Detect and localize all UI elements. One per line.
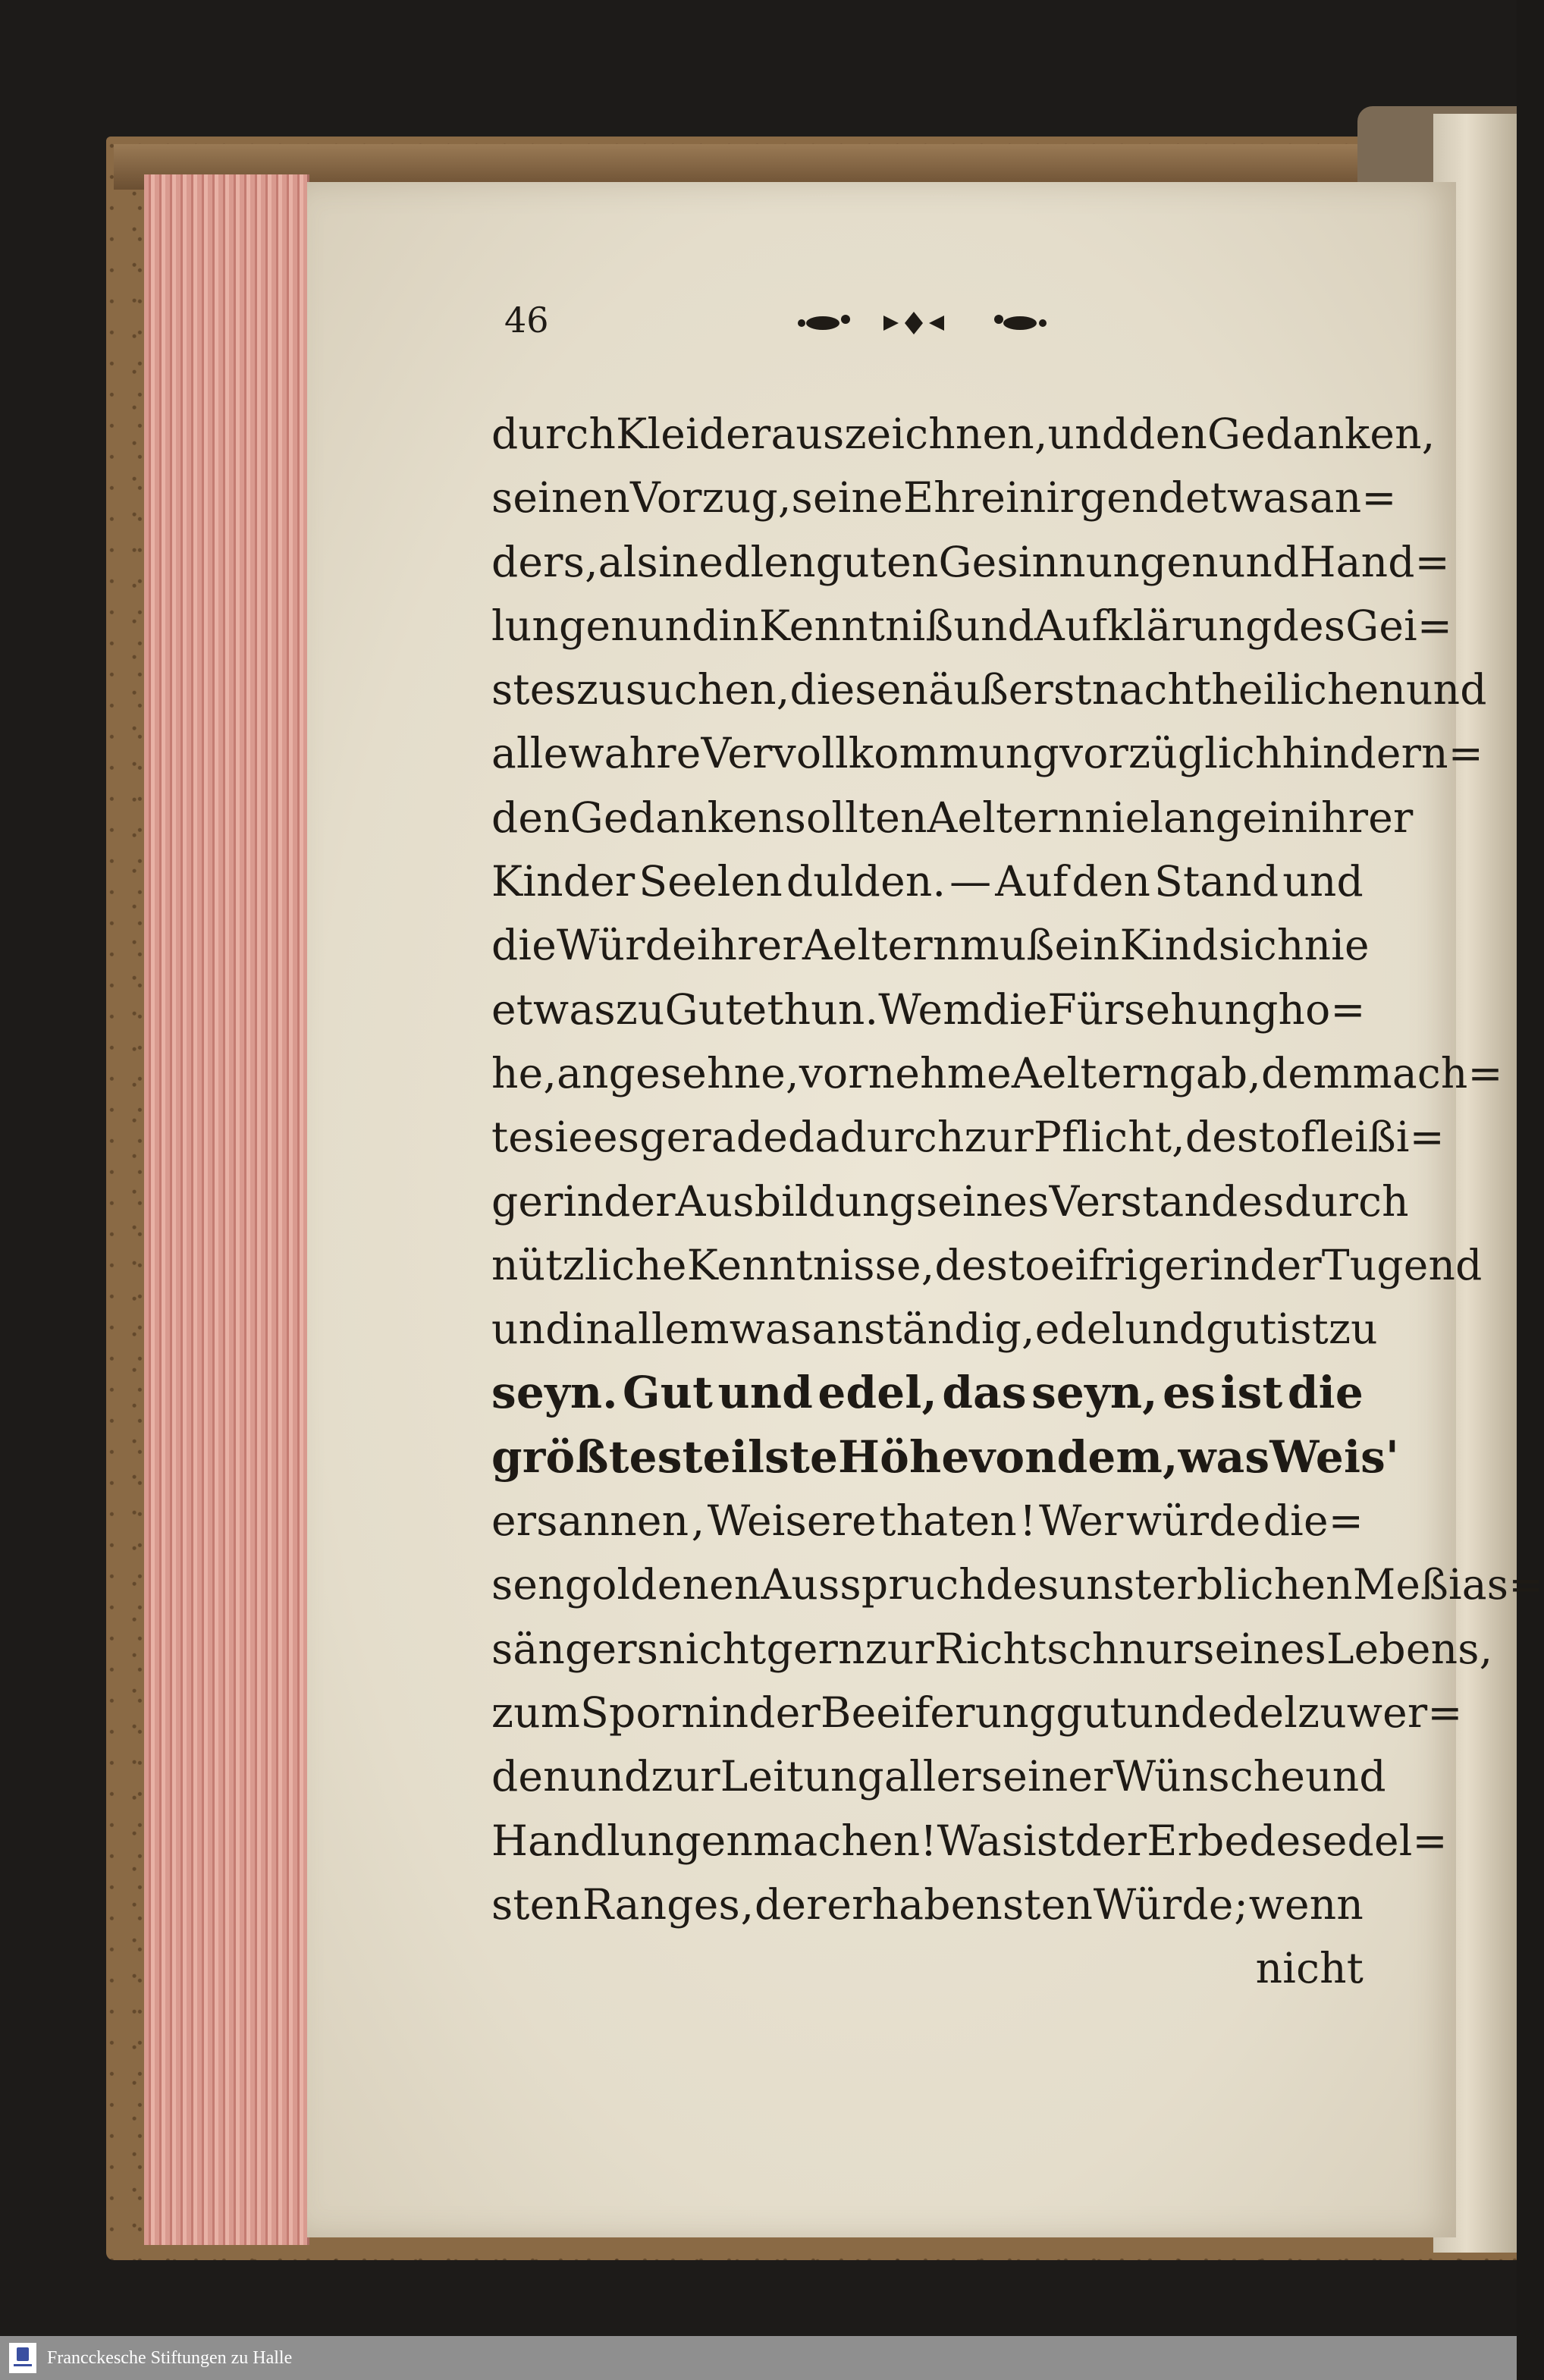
word: , [1034, 410, 1048, 458]
word: die [1287, 1367, 1364, 1419]
word: der [754, 1879, 827, 1929]
word: gerade [639, 1113, 789, 1162]
ornament-icon [792, 304, 1065, 342]
word: Wer [1038, 1496, 1124, 1546]
word: der [748, 1688, 821, 1737]
word: unsterblichen [1059, 1560, 1353, 1609]
word: größte [491, 1430, 657, 1483]
word: thaten [879, 1496, 1017, 1546]
word: edlen [698, 537, 816, 586]
word: des [986, 1560, 1059, 1609]
word: nie [1304, 921, 1370, 970]
word: und [1218, 537, 1300, 586]
word: gut [1056, 1688, 1127, 1737]
word: Auf [995, 857, 1069, 906]
word: an= [1309, 473, 1397, 523]
text-line [491, 1170, 1409, 1233]
word: den [1128, 410, 1207, 458]
text-line [491, 530, 1450, 594]
catchword: nicht [1255, 1944, 1364, 1993]
word: seiner [981, 1752, 1113, 1801]
word: und [717, 1367, 813, 1419]
word: seines [915, 1176, 1050, 1226]
word: zum [491, 1688, 581, 1737]
word: desto [1185, 1113, 1301, 1162]
word: des [1249, 1816, 1323, 1865]
word: ihrer [696, 921, 802, 970]
word: seyn. [491, 1367, 618, 1419]
word: Tugend [1321, 1240, 1483, 1289]
word: Handlungen [491, 1816, 753, 1865]
word: ! [1019, 1496, 1037, 1546]
word: Kenntnisse, [686, 1240, 935, 1289]
word: ; [1234, 1879, 1248, 1929]
word: edel, [818, 1367, 937, 1419]
word: Vervollkommung [701, 729, 1059, 778]
word: zu [615, 984, 665, 1034]
word: durch [1284, 1176, 1409, 1226]
word: seinen [491, 473, 630, 523]
word: äußerst [928, 665, 1092, 714]
word: Kind [1119, 921, 1219, 970]
word: gab, [1169, 1048, 1261, 1097]
word: erhabensten [827, 1879, 1094, 1929]
word: zu [576, 665, 626, 714]
word: eifriger [1050, 1240, 1210, 1289]
word: nie [1084, 793, 1150, 842]
word: in [572, 1305, 614, 1354]
footer-credit: Francckesche Stiftungen zu Halle [47, 2347, 293, 2368]
word: in [708, 1688, 749, 1737]
word: ist [1023, 1816, 1075, 1865]
word: aller [883, 1752, 981, 1801]
institution-logo-icon [9, 2343, 36, 2373]
word: angesehne, [557, 1048, 799, 1097]
word: desto [934, 1240, 1050, 1289]
word: sich [1218, 921, 1304, 970]
word: in [1266, 793, 1308, 842]
text-line [491, 594, 1453, 658]
word: , [777, 473, 792, 523]
text-line [491, 1873, 1364, 1936]
word: Lebens, [1326, 1624, 1493, 1673]
word: irgend [1046, 473, 1185, 523]
word: sie [533, 1113, 594, 1162]
word: Was [937, 1816, 1024, 1865]
text-line [491, 1361, 1364, 1424]
word: würde [1125, 1496, 1261, 1546]
word: es [1163, 1367, 1216, 1419]
footer-bar [0, 2336, 1517, 2380]
word: ein [1054, 921, 1120, 970]
word: Gedanken [570, 793, 785, 842]
word: zu [1298, 1688, 1347, 1737]
word: und [953, 601, 1035, 650]
word: wahre [568, 729, 701, 778]
word: Erbe [1147, 1816, 1250, 1865]
text-line [491, 1425, 1399, 1489]
word: ersannen [491, 1496, 689, 1546]
word: edel [1034, 1305, 1125, 1354]
text-line [491, 1681, 1463, 1744]
word: den [491, 793, 570, 842]
word: nachtheilichen [1091, 665, 1407, 714]
word: auszeichnen [770, 410, 1034, 458]
word: Aeltern [802, 921, 960, 970]
page-edges [144, 174, 309, 2245]
word: — [949, 857, 992, 906]
catchword-line [491, 1936, 1364, 2000]
word: in [1209, 1240, 1251, 1289]
word: etwas [491, 984, 616, 1034]
word: dem [1260, 1048, 1353, 1097]
word: gern [766, 1624, 865, 1673]
text-line [491, 402, 1436, 466]
text-line [491, 1809, 1448, 1873]
word: alle [491, 729, 569, 778]
word: Gut [623, 1367, 714, 1419]
word: dulden. [786, 857, 946, 906]
word: wenn [1248, 1879, 1364, 1929]
word: seines [1193, 1624, 1326, 1673]
word: Kenntniß [758, 601, 954, 650]
text-line [491, 978, 1364, 1041]
text-line [491, 786, 1414, 849]
text-line [491, 849, 1364, 913]
word: fleißi= [1301, 1113, 1445, 1162]
text-line [491, 1041, 1503, 1105]
text-line [491, 1233, 1483, 1297]
word: Sporn [580, 1688, 708, 1737]
word: nicht [658, 1624, 767, 1673]
word: Wünsche [1112, 1752, 1306, 1801]
word: Ehre [902, 473, 1006, 523]
word: zur [651, 1752, 720, 1801]
word: ihrer [1307, 793, 1414, 842]
word: des [1272, 601, 1346, 650]
word: den [491, 1752, 570, 1801]
word: anständig, [811, 1305, 1035, 1354]
body-text [491, 402, 1544, 2000]
word: der [1075, 1816, 1147, 1865]
word: zur [865, 1624, 935, 1673]
word: Gute [664, 984, 767, 1034]
word: vorzüglich [1059, 729, 1282, 778]
word: te [491, 1113, 534, 1162]
word: edel= [1322, 1816, 1448, 1865]
word: lange [1150, 793, 1267, 842]
text-line [491, 658, 1487, 721]
word: in [657, 537, 699, 586]
word: Kleider [616, 410, 771, 458]
word: guten [815, 537, 939, 586]
word: Ranges [582, 1879, 740, 1929]
word: Höhe [838, 1430, 970, 1483]
word: und [1305, 1752, 1386, 1801]
word: edel [1207, 1688, 1298, 1737]
word: von [969, 1430, 1057, 1483]
word: ist [1220, 1367, 1283, 1419]
word: Fürsehung [1047, 984, 1279, 1034]
word: die [982, 984, 1048, 1034]
text-line [491, 1105, 1445, 1169]
word: sten [491, 1879, 582, 1929]
word: und [1126, 1688, 1208, 1737]
word: mach= [1352, 1048, 1503, 1097]
word: dadurch [788, 1113, 965, 1162]
word: und [637, 601, 719, 650]
word: Vorzug [629, 473, 778, 523]
word: gut [1206, 1305, 1277, 1354]
word: hindern= [1282, 729, 1484, 778]
word: , [776, 665, 790, 714]
word: und [1406, 665, 1487, 714]
word: Verstandes [1049, 1176, 1285, 1226]
word: Aeltern [927, 793, 1085, 842]
text-line [491, 1617, 1493, 1681]
word: den [1072, 857, 1151, 906]
word: und [1125, 1305, 1207, 1354]
word: sen [491, 1560, 565, 1609]
word: ist [1276, 1305, 1329, 1354]
word: in [718, 601, 759, 650]
word: wer= [1346, 1688, 1463, 1737]
text-line [491, 1744, 1386, 1808]
word: zur [964, 1113, 1034, 1162]
word: goldenen [564, 1560, 761, 1609]
word: Würde [1093, 1879, 1234, 1929]
word: suchen [625, 665, 777, 714]
word: Hand= [1299, 537, 1450, 586]
word: Weisere [707, 1496, 877, 1546]
word: , [691, 1496, 705, 1546]
text-line [491, 1489, 1364, 1553]
word: ger [491, 1176, 563, 1226]
word: Ausspruch [761, 1560, 987, 1609]
word: Beeiferung [820, 1688, 1056, 1737]
word: es [593, 1113, 640, 1162]
word: Wem [878, 984, 983, 1034]
word: machen! [753, 1816, 937, 1865]
word: muß [959, 921, 1055, 970]
word: in [1006, 473, 1047, 523]
word: sängers [491, 1624, 659, 1673]
word: Gedanken, [1207, 410, 1436, 458]
page-number: 46 [504, 300, 549, 341]
word: dem, [1056, 1430, 1178, 1483]
word: Richtschnur [934, 1624, 1194, 1673]
word: als [598, 537, 658, 586]
word: ho= [1278, 984, 1366, 1034]
word: Würde [556, 921, 697, 970]
word: thun. [767, 984, 879, 1034]
word: diesen [789, 665, 929, 714]
word: lungen [491, 601, 638, 650]
word: der [604, 1176, 676, 1226]
word: und [491, 1305, 573, 1354]
word: Ausbildung [675, 1176, 916, 1226]
word: Leitung [720, 1752, 884, 1801]
word: Kinder [491, 857, 635, 906]
word: Stand [1154, 857, 1279, 906]
word: die= [1263, 1496, 1364, 1546]
word: Pflicht, [1033, 1113, 1185, 1162]
word: Meßias= [1352, 1560, 1544, 1609]
word: zu [1328, 1305, 1378, 1354]
word: und [1047, 410, 1129, 458]
word: Aeltern [1011, 1048, 1169, 1097]
word: Weis' [1269, 1430, 1399, 1483]
word: vornehme [799, 1048, 1012, 1097]
word: nützliche [491, 1240, 687, 1289]
word: he, [491, 1048, 557, 1097]
word: durch [491, 410, 617, 458]
word: ders, [491, 537, 598, 586]
text-line [491, 721, 1484, 785]
word: der [1250, 1240, 1322, 1289]
word: das [942, 1367, 1027, 1419]
word: seyn, [1031, 1367, 1158, 1419]
word: allem [613, 1305, 730, 1354]
text-line [491, 466, 1397, 529]
page-header [504, 300, 1065, 360]
word: Aufklärung [1034, 601, 1273, 650]
word: und [570, 1752, 651, 1801]
word: sollten [784, 793, 927, 842]
word: Seelen [639, 857, 783, 906]
word: in [563, 1176, 604, 1226]
word: was [1178, 1430, 1270, 1483]
word: die [491, 921, 557, 970]
text-line [491, 913, 1370, 977]
word: und [1282, 857, 1364, 906]
text-line [491, 1553, 1544, 1616]
word: etwas [1185, 473, 1310, 523]
word: , [740, 1879, 755, 1929]
word: steilste [657, 1430, 839, 1483]
word: Gesinnungen [938, 537, 1219, 586]
text-line [491, 1297, 1378, 1361]
word: was [729, 1305, 812, 1354]
word: Gei= [1345, 601, 1453, 650]
word: seine [791, 473, 903, 523]
word: stes [491, 665, 576, 714]
